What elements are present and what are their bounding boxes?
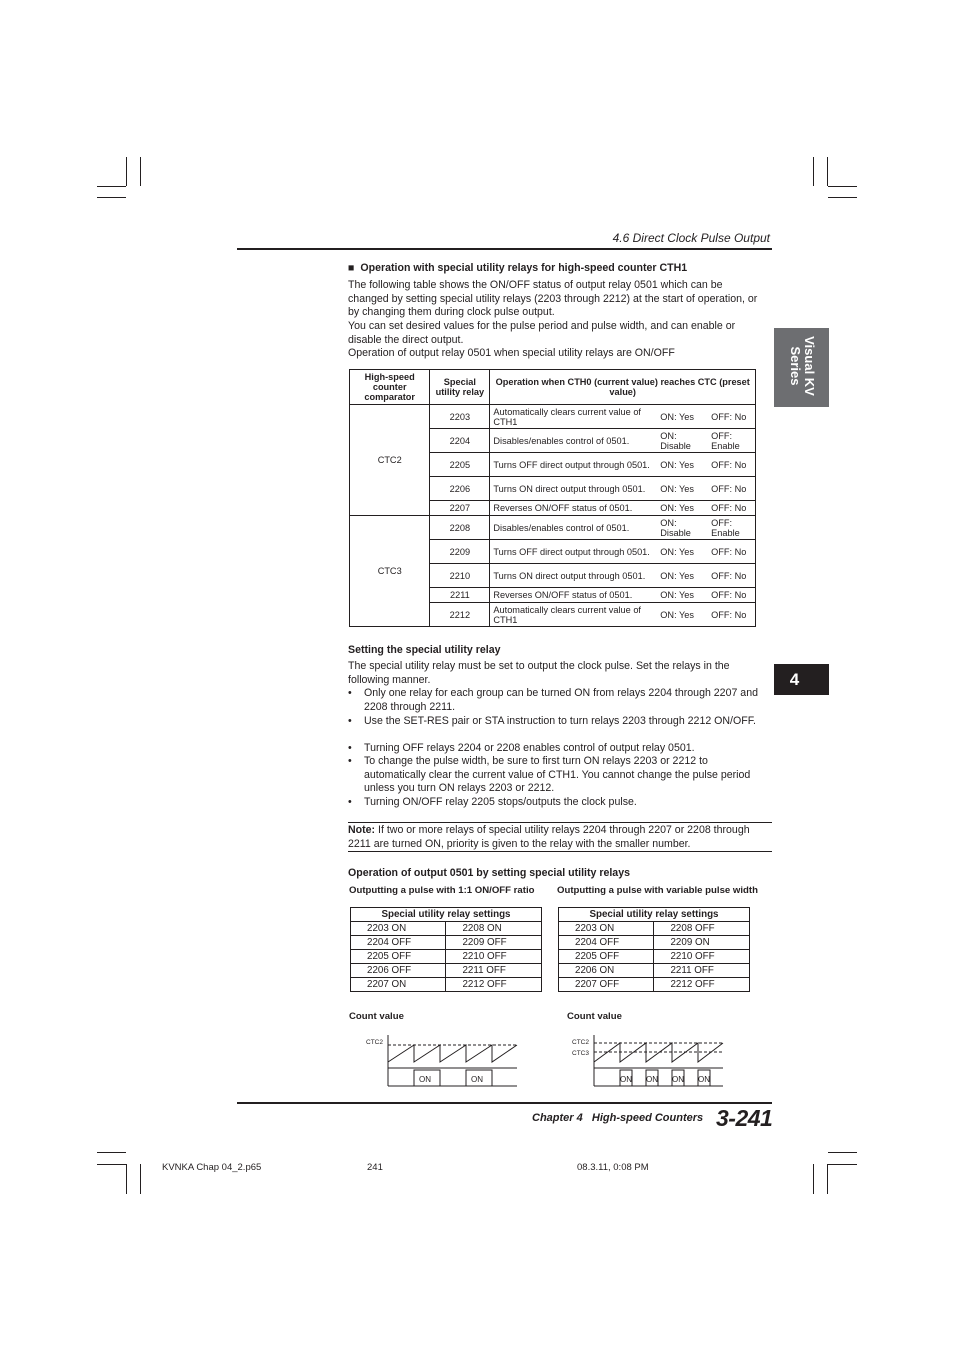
relay-number-cell: 2205 <box>430 453 490 477</box>
relay-on-cell: ON: Yes <box>657 405 708 429</box>
right-on-label: ON <box>672 1075 684 1084</box>
square-bullet-icon: ■ <box>348 262 355 274</box>
relay-off-cell: OFF: No <box>708 477 755 501</box>
relay-off-cell: OFF: No <box>708 603 755 627</box>
relay-number-cell: 2212 <box>430 603 490 627</box>
bullet-item: • Only one relay for each group can be turned ON from relays 2204 through 2207 and 2208 through 2211. <box>348 687 758 713</box>
right-ctc3-label: CTC3 <box>572 1050 589 1057</box>
relay-number-cell: 2211 <box>430 588 490 603</box>
bullet-icon: • <box>348 687 352 699</box>
section2-heading: Setting the special utility relay <box>348 644 501 656</box>
setting-cell: 2205 OFF <box>351 950 446 964</box>
relay-number-cell: 2210 <box>430 564 490 588</box>
right-sawtooth <box>594 1043 723 1062</box>
left-timing-diagram <box>360 1032 520 1090</box>
relay-description-cell: Turns OFF direct output through 0501. <box>490 453 657 477</box>
right-settings-table <box>558 907 750 992</box>
setting-cell: 2209 ON <box>654 936 750 950</box>
relay-table <box>349 369 756 627</box>
bullet-item: • Turning ON/OFF relay 2205 stops/outputs the clock pulse. <box>348 796 637 808</box>
right-count-label: Count value <box>567 1011 622 1022</box>
relay-on-cell: ON: Disable <box>657 516 708 540</box>
relay-number-cell: 2209 <box>430 540 490 564</box>
section3-heading: Operation of output 0501 by setting special utility relays <box>348 867 630 879</box>
relay-on-cell: ON: Yes <box>657 453 708 477</box>
comparator-cell: CTC2 <box>350 405 430 516</box>
relay-number-cell: 2208 <box>430 516 490 540</box>
note-rule-top <box>348 822 772 823</box>
chapter-number: 4 <box>789 670 800 689</box>
note <box>348 824 768 851</box>
relay-description-cell: Turns OFF direct output through 0501. <box>490 540 657 564</box>
bullet-icon: • <box>348 742 352 754</box>
relay-off-cell: OFF: Enable <box>708 429 755 453</box>
relay-number-cell: 2203 <box>430 405 490 429</box>
left-subtitle: Outputting a pulse with 1:1 ON/OFF ratio <box>349 885 535 896</box>
setting-cell: 2207 OFF <box>559 978 654 992</box>
footer-rule <box>237 1102 772 1104</box>
footer-chapter: Chapter 4 High-speed Counters <box>532 1112 704 1124</box>
series-tab <box>774 328 829 407</box>
left-on-label: ON <box>419 1075 431 1084</box>
relay-table-row <box>350 405 756 429</box>
relay-on-cell: ON: Yes <box>657 477 708 501</box>
section1-para3: Operation of output relay 0501 when special utility relays are ON/OFF <box>348 347 675 359</box>
setting-cell: 2211 OFF <box>446 964 542 978</box>
relay-description-cell: Automatically clears current value of CTH1 <box>490 603 657 627</box>
left-axes <box>388 1035 517 1086</box>
relay-off-cell: OFF: No <box>708 453 755 477</box>
relay-off-cell: OFF: No <box>708 564 755 588</box>
right-ctc2-label: CTC2 <box>572 1039 589 1046</box>
setting-cell: 2207 ON <box>351 978 446 992</box>
setting-cell: 2204 OFF <box>559 936 654 950</box>
relay-table-col3: Operation when CTH0 (current value) reaches CTC (preset value) <box>490 370 756 405</box>
bullet-icon: • <box>348 796 352 808</box>
section1-para2: You can set desired values for the pulse period and pulse width, and can enable or disable the direct output. <box>348 320 736 346</box>
footer-timestamp: 08.3.11, 0:08 PM <box>577 1162 649 1173</box>
relay-on-cell: ON: Yes <box>657 603 708 627</box>
setting-cell: 2203 ON <box>351 922 446 936</box>
right-output-pulses <box>620 1070 710 1086</box>
relay-on-cell: ON: Yes <box>657 564 708 588</box>
right-on-label: ON <box>620 1075 632 1084</box>
section1-heading: ■ Operation with special utility relays for high-speed counter CTH1 <box>348 262 688 274</box>
setting-cell: 2204 OFF <box>351 936 446 950</box>
relay-table-col1: High-speed counter comparator <box>350 370 430 405</box>
relay-off-cell: OFF: No <box>708 540 755 564</box>
bullet-item: • Use the SET-RES pair or STA instruction to turn relays 2203 through 2212 ON/OFF. <box>348 715 756 727</box>
setting-cell: 2205 OFF <box>559 950 654 964</box>
relay-on-cell: ON: Yes <box>657 588 708 603</box>
footer-file-name: KVNKA Chap 04_2.p65 <box>162 1162 262 1173</box>
relay-number-cell: 2207 <box>430 501 490 516</box>
relay-off-cell: OFF: Enable <box>708 516 755 540</box>
left-ctc2-label: CTC2 <box>366 1039 383 1046</box>
relay-description-cell: Automatically clears current value of CTH1 <box>490 405 657 429</box>
bullet-icon: • <box>348 755 352 767</box>
relay-on-cell: ON: Yes <box>657 540 708 564</box>
setting-cell: 2206 OFF <box>351 964 446 978</box>
relay-on-cell: ON: Yes <box>657 501 708 516</box>
bullet-item: • To change the pulse width, be sure to first turn ON relays 2203 or 2212 to automatically clear the current value of CTH1. You cannot change the pulse period unless you turn ON relays 2203 or 2212. <box>348 755 751 795</box>
setting-cell: 2209 OFF <box>446 936 542 950</box>
footer-print-page: 241 <box>367 1162 383 1173</box>
comparator-cell: CTC3 <box>350 516 430 627</box>
relay-off-cell: OFF: No <box>708 405 755 429</box>
relay-description-cell: Reverses ON/OFF status of 0501. <box>490 501 657 516</box>
header-rule <box>237 248 772 250</box>
setting-cell: 2210 OFF <box>654 950 750 964</box>
relay-description-cell: Turns ON direct output through 0501. <box>490 564 657 588</box>
relay-number-cell: 2204 <box>430 429 490 453</box>
note-label: Note: <box>348 824 376 836</box>
setting-cell: 2208 OFF <box>654 922 750 936</box>
relay-description-cell: Reverses ON/OFF status of 0501. <box>490 588 657 603</box>
relay-description-cell: Turns ON direct output through 0501. <box>490 477 657 501</box>
series-label: Visual KV Series <box>788 336 817 396</box>
setting-cell: 2203 ON <box>559 922 654 936</box>
right-on-label: ON <box>646 1075 658 1084</box>
setting-cell: 2212 OFF <box>670 979 715 990</box>
setting-cell: 2208 ON <box>446 922 542 936</box>
relay-description-cell: Disables/enables control of 0501. <box>490 516 657 540</box>
right-timing-diagram <box>566 1032 726 1090</box>
relay-number-cell: 2206 <box>430 477 490 501</box>
page-number: 3-241 <box>716 1105 773 1131</box>
right-settings-header: Special utility relay settings <box>559 908 750 922</box>
relay-description-cell: Disables/enables control of 0501. <box>490 429 657 453</box>
section1-para1: The following table shows the ON/OFF status of output relay 0501 which can be changed by setting special utility relays (2203 through 2212) at the start of operation, or by changing them during clock pulse output. <box>348 279 758 319</box>
right-subtitle: Outputting a pulse with variable pulse width <box>557 885 758 896</box>
left-settings-header: Special utility relay settings <box>351 908 542 922</box>
left-settings-table <box>350 907 542 992</box>
right-on-label: ON <box>698 1075 710 1084</box>
left-sawtooth <box>388 1045 517 1062</box>
setting-cell: 2212 OFF <box>462 979 507 990</box>
setting-cell: 2210 OFF <box>446 950 542 964</box>
relay-off-cell: OFF: No <box>708 501 755 516</box>
left-count-label: Count value <box>349 1011 404 1022</box>
section-title: 4.6 Direct Clock Pulse Output <box>612 231 770 245</box>
left-on-label: ON <box>471 1075 483 1084</box>
bullet-item: • Turning OFF relays 2204 or 2208 enables control of output relay 0501. <box>348 742 695 754</box>
setting-cell: 2206 ON <box>559 964 654 978</box>
note-text: If two or more relays of special utility relays 2204 through 2207 or 2208 through 2211 are turned ON, priority is given to the relay with the smaller number. <box>348 824 750 850</box>
section2-intro: The special utility relay must be set to output the clock pulse. Set the relays in the following manner. <box>348 660 730 686</box>
bullet-icon: • <box>348 715 352 727</box>
note-rule-bottom <box>348 851 772 852</box>
setting-cell: 2211 OFF <box>654 964 750 978</box>
relay-off-cell: OFF: No <box>708 588 755 603</box>
relay-table-row <box>350 516 756 540</box>
relay-table-col2: Special utility relay <box>430 370 490 405</box>
relay-on-cell: ON: Disable <box>657 429 708 453</box>
chapter-tab <box>774 664 829 695</box>
